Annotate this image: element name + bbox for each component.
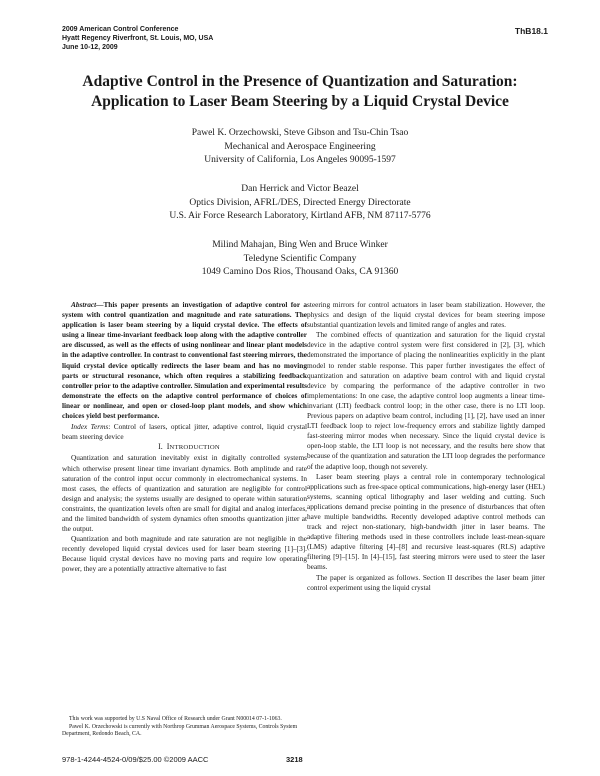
author-names: Pawel K. Orzechowski, Steve Gibson and Tsu-Chin Tsao bbox=[191, 128, 409, 138]
affiliation-dept: Optics Division, AFRL/DES, Directed Energy Directorate bbox=[189, 198, 411, 208]
abstract bbox=[62, 300, 307, 421]
index-terms-text: : Control of lasers, optical jitter, adaptive control, liquid crystal beam steering device bbox=[62, 422, 307, 442]
body-paragraph: Quantization and saturation inevitably exist in digitally controlled systems which otherwise present linear time invariant dynamics. Both amplitude and rate saturation of the control input occur commonly in electromechanical systems. In most cases, the effects of quantization and saturation are negligible for control design and analysis; the systems usually are designed to operate within saturation constraints, the quantization levels often are small for digital and analog interfaces, and the limited bandwidth of system dynamics often smooths quantization jitter at the output. bbox=[62, 453, 307, 534]
session-id: ThB18.1 bbox=[514, 26, 548, 36]
body-paragraph: Laser beam steering plays a central role in contemporary technological applications such as free-space optical communications, high-energy laser (HEL) systems, scanning optical lithography and laser welding and cutting. Such applications demand precise pointing in the presence of disturbances that often have multiple bandwidths. Recently developed adaptive control methods can track and reject non-stationary, high-bandwidth jitter in laser beams. The adaptive filtering methods used in these controllers include least-mean-square (LMS) adaptive filtering [4]–[8] and recursive least-squares (RLS) adaptive filtering [9]–[15]. In [4]–[15], fast steering mirrors were used to steer the laser beams. bbox=[307, 471, 545, 572]
affiliation-address: 1049 Camino Dos Rios, Thousand Oaks, CA 91360 bbox=[201, 267, 399, 277]
affiliation-afrl bbox=[60, 183, 540, 223]
affiliation-dept: Mechanical and Aerospace Engineering bbox=[224, 142, 376, 152]
affiliation-address: U.S. Air Force Research Laboratory, Kirtland AFB, NM 87117-5776 bbox=[169, 211, 431, 221]
affiliation-dept: Teledyne Scientific Company bbox=[243, 254, 357, 264]
affiliation-ucla bbox=[60, 127, 540, 167]
conference-name: 2009 American Control Conference bbox=[62, 26, 179, 33]
index-terms-lead: Index Terms bbox=[71, 422, 109, 432]
index-terms bbox=[62, 422, 307, 442]
abstract-lead: Abstract bbox=[71, 300, 97, 309]
page-number: 3218 bbox=[286, 755, 303, 764]
author-names: Milind Mahajan, Bing Wen and Bruce Winker bbox=[212, 240, 388, 250]
title-line-2: Application to Laser Beam Steering by a Liquid Crystal Device bbox=[91, 93, 509, 110]
footnote: Pawel K. Orzechowski is currently with Northrop Grumman Aerospace Systems, Controls System Department, Redondo Beach, CA. bbox=[62, 723, 298, 738]
abstract-text: —This paper presents an investigation of adaptive control for a system with control quantization and magnitude and rate saturations. The application is laser beam steering by a liquid crystal device. The effects of using a linear time-invariant feedback loop along with the adaptive controller are discussed, as well as the effects of using nonlinear and linear plant models in the adaptive controller. In contrast to conventional fast steering mirrors, the liquid crystal device optically redirects the laser beam and has no moving parts or structural resonance, which often requires a stabilizing feedback controller prior to the adaptive controller. Simulation and experimental results demonstrate the effects on the adaptive control performance of choices of linear or nonlinear, and open or closed-loop plant models, and show which choices yield best performance. bbox=[62, 300, 307, 421]
section-heading bbox=[62, 442, 307, 453]
footnote: This work was supported by U.S Naval Office of Research under Grant N00014 07-1-1063. bbox=[69, 716, 282, 722]
conference-header bbox=[62, 25, 213, 52]
body-paragraph: The paper is organized as follows. Section II describes the laser beam jitter control experiment using the liquid crystal bbox=[307, 572, 545, 592]
section-title-rest: NTRODUCTION bbox=[169, 444, 220, 452]
conference-venue: Hyatt Regency Riverfront, St. Louis, MO, USA bbox=[62, 35, 214, 42]
author-names: Dan Herrick and Victor Beazel bbox=[241, 184, 359, 194]
section-numeral: I. bbox=[158, 442, 163, 452]
body-paragraph: Quantization and both magnitude and rate saturation are not negligible in the recently developed liquid crystal devices used for laser beam steering [1]–[3]. Because liquid crystal devices have no moving parts and require low operating power, they are a potentially attractive alternative to fast bbox=[62, 534, 307, 574]
right-column bbox=[307, 300, 545, 593]
body-paragraph: steering mirrors for control actuators in laser beam stabilization. However, the physics and design of the liquid crystal devices for beam steering impose substantial quantization levels and limited range of angles and rates. bbox=[307, 300, 545, 330]
body-paragraph: The combined effects of quantization and saturation for the liquid crystal device in the adaptive control system were first considered in [2], [3], which demonstrated the importance of placing the nonlinearities explicitly in the plant model to render stable response. This paper further investigates the effect of quantization and saturation on adaptive beam control with and liquid crystal device by comparing the performance of the adaptive controller in two implementations: In one case, the adaptive control loop augments a linear time-invariant (LTI) feedback control loop; in the other case, there is no LTI loop. Previous papers on adaptive beam control, including [1], [2], have used an inner LTI feedback loop to reject low-frequency errors and stabilize lightly damped fast-steering mirror modes when necessary. Since the liquid crystal device is open-loop stable, the LTI loop is not necessary, and the results here show that because of the quantization and saturation the LTI loop degrades the performance of the adaptive loop, though not severely. bbox=[307, 330, 545, 471]
affiliation-teledyne bbox=[60, 239, 540, 279]
title-line-1: Adaptive Control in the Presence of Quantization and Saturation: bbox=[82, 73, 518, 90]
footnotes bbox=[62, 716, 300, 739]
left-column bbox=[62, 300, 307, 575]
isbn-line: 978-1-4244-4524-0/09/$25.00 ©2009 AACC bbox=[62, 755, 209, 764]
conference-dates: June 10-12, 2009 bbox=[62, 44, 118, 51]
section-first-letter: I bbox=[166, 442, 170, 452]
paper-title bbox=[40, 72, 560, 112]
affiliation-address: University of California, Los Angeles 90095-1597 bbox=[204, 155, 396, 165]
